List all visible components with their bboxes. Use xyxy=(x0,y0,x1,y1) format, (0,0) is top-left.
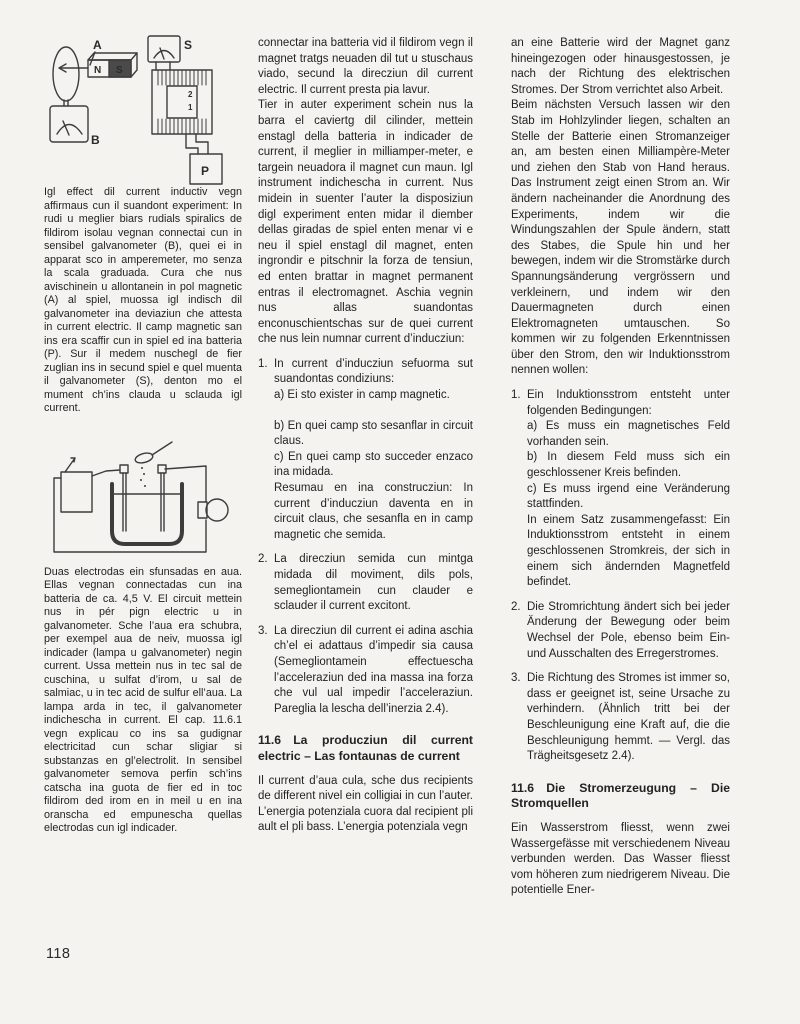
lamp-bulb xyxy=(206,499,228,521)
section-heading-romansh: 11.6 La producziun dil current electric – Las fontaunas de current xyxy=(258,733,473,763)
list-segment: a) Ei sto exister in camp magnetic. xyxy=(274,389,450,402)
figure1-caption: Igl effect dil current inductiv vegn affirmaus cun il suandont experiment: In rudi u meglier biars rudials spiralics de fildirom isolau vegnan connectai cun in sensibel galvanometer (B), quei ei in apparat sco in amperemeter, mo senza la scala graduada. Cura che nus avischinein u allontanein in pol magnetic (A) al spiel, muossa igl indisch dil galvanometer ina deviaziun che attesta in current electric. Il camp magnetic san ins era scaffir cun in spiel ed ina batteria (P). Sur il medem nuschegl de fier zuglian ins in secund spiel e quel muenta il galvanometer (S), denton mo el mument ch’ins clauda u sclauda igl current. xyxy=(44,186,242,414)
figure2-caption: Duas electrodas ein sfunsadas en aua. Ellas vegnan connectadas cun ina batteria de ca. 4,5 V. El circuit mettein nus in pér pign electric u in galvanometer. Sche l’aua era schubra, per exempel aua de neiv, muossa igl indicader (lampa u galvanometer) negin current. Ussa mettein nus in tec sal de cuschina, u sulfat d’irom, u sal de salmiac, u in tec acid de sulfur ell’aua. La lampa arda in tec, il galvanometer indichescha in current. El cap. 11.6.1 vegn explicau co ins sa gudignar electricitad cun schar sligiar si substanzas en gl’electrolit. In sensibel galvanometer semova perfin sch’ins catscha ina guota de fier ed in toc fildirom ded irom en in meil u en ina oranscha ed empunescha quellas electrodas cun igl indicader. xyxy=(44,565,242,834)
list-segment: La direcziun dil current ei adina aschia ch’el ei adattaus d’impedir sia causa (Semegliontamein effectuescha l’acceleraziun ded ina massa ina forza che vul ual impedir l’acceleraziun. Pareglia la lescha dell’inerzia 2.4). xyxy=(274,624,473,715)
spoon xyxy=(134,451,154,464)
list-item-1 xyxy=(258,357,473,544)
middle-column-romansh xyxy=(258,36,473,836)
figure-label-a: A xyxy=(93,38,102,52)
list-segment: Die Richtung des Stromes ist immer so, dass er geeignet ist, seine Ursache zu verhindern. (Ähnlich tritt bei der Beschleunigung eine Kraft auf, die die Beschleunigung hemmt. — Vergl. das Trägheitsgesetz 2.4). xyxy=(527,672,730,763)
battery xyxy=(61,472,92,512)
list-item-3 xyxy=(258,624,473,718)
paragraph: Tier in auter experiment schein nus la barra el caviertg dil cilinder, mettein enstagl della batteria in indicader de current, il meglier in milliamper-meter, e targein neuadora il magnet cun maun. Igl instrument indichescha in current. Nus midein in suenter l’auter la disposiziun digl experiment enten midar il diember dellas giradas de spiel enten menar vi e neu il spiel enstagl dil magnet, enten ingrondir e pitschnir la forza de tensiun, ed enten brattar in magnet permanent entras il electromagnet. Aschia vegnin nus allas suandontas enconuschientschas sur de quei current che nus lein numnar current d’inducziun: xyxy=(258,99,473,346)
list-number: 1. xyxy=(258,357,268,370)
list-segment: c) Es muss irgend eine Veränderung stattfinden. xyxy=(527,482,730,511)
list-number: 3. xyxy=(258,624,268,637)
figure-label-b: B xyxy=(91,133,100,147)
electrolysis-experiment-figure xyxy=(44,434,242,566)
primary-winding xyxy=(158,119,206,134)
left-column xyxy=(44,28,242,836)
page-number: 118 xyxy=(46,946,71,962)
list-segment: In einem Satz zusammengefasst: Ein Induktionsstrom entsteht in einem geschlossenen Stromkreis, der sich in einem sich ändernden Magnetfeld befindet. xyxy=(527,513,730,589)
paragraph: connectar ina batteria vid il fildirom vegn il magnet tratgs neuaden dil tut u stuschaus viado, secund la direcziun dil current electric. Il current presta pia lavur. xyxy=(258,37,473,96)
paragraph: an eine Batterie wird der Magnet ganz hineingezogen oder hinausgestossen, je nach der Richtung des elektrischen Stromes. Der Strom verrichtet also Arbeit. xyxy=(511,37,730,96)
list-segment: b) En quei camp sto sesanflar in circuit claus. xyxy=(274,419,473,448)
list-segment: Die Stromrichtung ändert sich bei jeder Änderung der Bewegung oder beim Wechsel der Pole, ebenso beim Ein- und Ausschalten des Erregerstromes. xyxy=(527,600,730,660)
spacer xyxy=(274,404,473,419)
list-number: 2. xyxy=(511,600,521,613)
list-segment: a) Es muss ein magnetisches Feld vorhanden sein. xyxy=(527,420,730,448)
list-item-2 xyxy=(511,600,730,662)
list-segment: Ein Induktionsstrom entsteht unter folgenden Bedingungen: xyxy=(527,389,730,417)
list-segment: c) En quei camp sto succeder enzaco ina midada. xyxy=(274,450,473,479)
list-segment: La direcziun semida cun mintga midada dil moviment, dils pols, semegliontamein cun clauder e sclauder il current excitont. xyxy=(274,553,473,613)
induction-experiment-figure xyxy=(44,28,242,186)
coil-loop xyxy=(53,47,79,101)
list-item-3 xyxy=(511,671,730,765)
secondary-winding xyxy=(158,70,206,85)
list-segment: In current d’inducziun sefuorma sut suandontas condiziuns: xyxy=(274,357,473,386)
figure-label-p: P xyxy=(201,164,210,178)
list-number: 3. xyxy=(511,672,521,685)
coil1-label: 1 xyxy=(188,103,193,112)
salt-grains xyxy=(140,467,146,487)
coil2-label: 2 xyxy=(188,90,193,99)
magnet-south-label: S xyxy=(116,65,123,76)
paragraph: Beim nächsten Versuch lassen wir den Stab im Hohlzylinder liegen, schalten an Stelle der Batterie einen Stromanzeiger an, am besten einen Milliampère-Meter und ziehen den Stab von Hand heraus. Das Instrument zeigt einen Strom an. Wir ändern nacheinander die Anordnung des Experiments, indem wir die Windungszahlen der Spule ändern, statt des Stabes, die Spule hin und her bewegen, indem wir die Stromstärke durch Spannungsänderung vergrössern und verkleinern, und indem wir den Dauermagneten durch einen Elektromagneten umtauschen. So kommen wir zu folgenden Erkenntnissen über den Strom, den wir Induktionsstrom nennen wollen: xyxy=(511,99,730,377)
list-segment: Resumau en ina construcziun: In current d’inducziun daventa en in circuit claus, che sesanfla en in camp magnetic che semida. xyxy=(274,482,473,541)
section-heading-german: 11.6 Die Stromerzeugung – Die Stromquellen xyxy=(511,780,730,811)
paragraph: Ein Wasserstrom fliesst, wenn zwei Wassergefässe mit verschiedenem Niveau verbunden werden. Das Wasser fliesst vom höheren zum niedrigerem Niveau. Die potentielle Ener- xyxy=(511,821,730,897)
magnet-north-label: N xyxy=(94,65,102,76)
paragraph: Il current d’aua cula, sche dus recipients de different nivel ein colligiai in cun l’auter. L’energia potenziala cuora dal recipient pli ault el pli bass. L’energia potenziala vegn xyxy=(258,774,473,834)
list-number: 2. xyxy=(258,553,268,566)
right-column-german xyxy=(511,36,730,899)
list-item-1 xyxy=(511,388,730,591)
figure-label-s: S xyxy=(184,38,193,52)
list-segment: b) In diesem Feld muss sich ein geschlossener Kreis befinden. xyxy=(527,451,730,480)
electrode-left-cap xyxy=(120,465,128,473)
list-number: 1. xyxy=(511,389,521,402)
list-item-2 xyxy=(258,552,473,614)
